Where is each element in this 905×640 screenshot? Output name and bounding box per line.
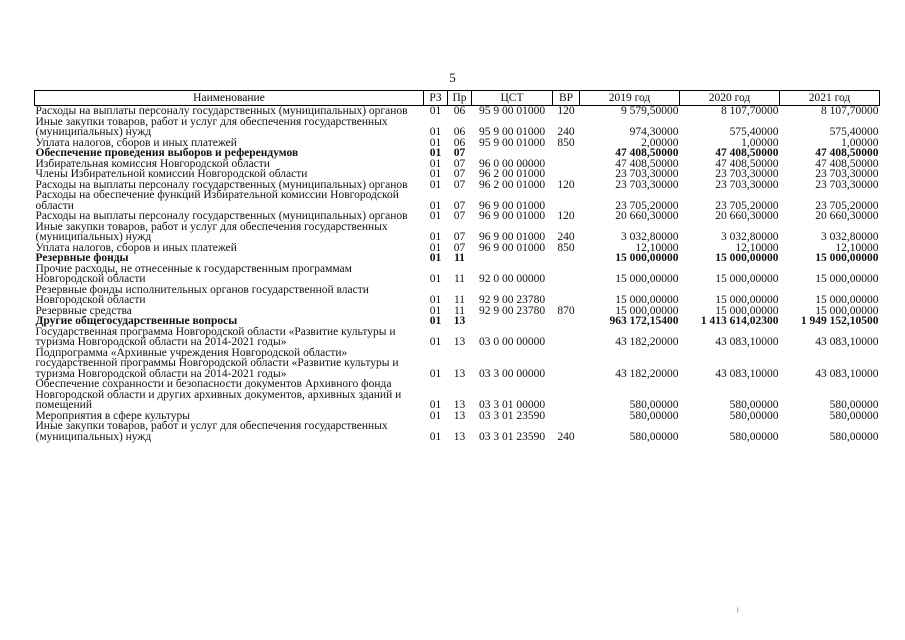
table-row bbox=[35, 169, 880, 180]
cell-2020: 3 032,80000 bbox=[721, 231, 779, 243]
cell-pr: 13 bbox=[453, 336, 466, 348]
cell-2021: 12,10000 bbox=[835, 241, 879, 254]
table-row bbox=[35, 379, 880, 411]
cell-2021: 47 408,50000 bbox=[815, 157, 879, 170]
table-row bbox=[35, 316, 880, 327]
cell-2020: 43 083,10000 bbox=[715, 336, 779, 348]
col-header-2019: 2019 год bbox=[580, 91, 680, 106]
cell-pr: 07 bbox=[453, 168, 466, 180]
cell-2019: 2,00000 bbox=[641, 136, 679, 149]
cell-cst: 03 3 01 23590 bbox=[478, 430, 546, 443]
cell-pr: 11 bbox=[453, 304, 466, 317]
cell-2020: 12,10000 bbox=[735, 241, 779, 254]
cell-pr: 13 bbox=[453, 367, 466, 380]
cell-pr: 13 bbox=[453, 315, 466, 327]
col-header-2020: 2020 год bbox=[680, 91, 780, 106]
cell-2019: 15 000,00000 bbox=[615, 252, 679, 264]
table-row bbox=[35, 421, 880, 442]
cell-2021: 23 703,30000 bbox=[815, 168, 879, 180]
cell-vr bbox=[553, 190, 580, 211]
cell-2020: 1 413 614,02300 bbox=[700, 315, 779, 327]
cell-name: Расходы на выплаты персоналу государственных (муниципальных) органов bbox=[35, 210, 408, 222]
cell-vr bbox=[553, 327, 580, 348]
cell-vr: 850 bbox=[557, 241, 575, 254]
table-row bbox=[35, 106, 880, 117]
cell-2019: 974,30000 bbox=[629, 126, 679, 138]
cell-pr: 07 bbox=[453, 147, 466, 159]
cell-rz: 01 bbox=[429, 147, 442, 159]
cell-2019: 9 579,50000 bbox=[621, 105, 679, 117]
cell-2021: 43 083,10000 bbox=[815, 367, 879, 380]
cell-2019: 580,00000 bbox=[629, 409, 679, 422]
cell-cst: 03 0 00 00000 bbox=[478, 336, 546, 348]
cell-2021: 15 000,00000 bbox=[815, 252, 879, 264]
cell-cst: 96 2 00 01000 bbox=[478, 168, 546, 180]
cell-pr: 07 bbox=[453, 199, 466, 212]
cell-pr: 06 bbox=[453, 136, 466, 149]
cell-name: Другие общегосударственные вопросы bbox=[35, 315, 238, 327]
cell-rz: 01 bbox=[429, 315, 442, 327]
cell-2021: 47 408,50000 bbox=[815, 147, 879, 159]
cell-cst: 95 9 00 01000 bbox=[478, 136, 546, 149]
cell-2021: 23 705,20000 bbox=[815, 199, 879, 212]
cell-cst: 03 3 01 23590 bbox=[478, 409, 546, 422]
cell-name: Уплата налогов, сборов и иных платежей bbox=[35, 241, 237, 254]
cell-cst: 92 9 00 23780 bbox=[478, 304, 546, 317]
cell-2020: 15 000,00000 bbox=[715, 252, 779, 264]
cell-pr: 11 bbox=[453, 294, 466, 306]
col-header-2021: 2021 год bbox=[780, 91, 880, 106]
cell-2020: 15 000,00000 bbox=[715, 304, 779, 317]
cell-2019: 23 703,30000 bbox=[615, 168, 679, 180]
cell-name: Государственная программа Новгородской области «Развитие культуры и туризма Новгородской области на 2014-2021 годы» bbox=[35, 325, 396, 348]
cell-name: Избирательная комиссия Новгородской области bbox=[35, 157, 270, 170]
cell-2020: 575,40000 bbox=[729, 126, 779, 138]
cell-2021: 580,00000 bbox=[829, 430, 879, 443]
cell-pr: 06 bbox=[453, 126, 466, 138]
cell-pr: 11 bbox=[454, 252, 465, 264]
cell-2021: 580,00000 bbox=[829, 409, 879, 422]
cell-vr: 120 bbox=[557, 178, 575, 191]
cell-2021: 3 032,80000 bbox=[821, 231, 879, 243]
cell-name: Резервные фонды исполнительных органов государственной власти Новгородской области bbox=[35, 283, 369, 306]
cell-pr: 07 bbox=[453, 241, 466, 254]
cell-2020: 47 408,50000 bbox=[715, 147, 779, 159]
cell-rz: 01 bbox=[429, 430, 442, 443]
cell-name: Иные закупки товаров, работ и услуг для обеспечения государственных (муниципальных) нужд bbox=[35, 220, 388, 243]
cell-rz: 01 bbox=[429, 178, 442, 191]
cell-2020: 23 705,20000 bbox=[715, 199, 779, 212]
cell-rz: 01 bbox=[429, 294, 442, 306]
cell-cst: 03 3 01 00000 bbox=[478, 399, 546, 411]
cell-vr bbox=[553, 264, 580, 285]
cell-name: Резервные фонды bbox=[35, 252, 129, 264]
cell-name: Резервные средства bbox=[35, 304, 132, 317]
cell-rz: 01 bbox=[429, 168, 442, 180]
cell-rz: 01 bbox=[429, 199, 442, 212]
cell-cst: 95 9 00 01000 bbox=[478, 105, 546, 117]
cell-vr: 240 bbox=[557, 126, 575, 138]
cell-cst: 96 9 00 01000 bbox=[478, 210, 546, 222]
cell-rz: 01 bbox=[429, 399, 442, 411]
cell-name: Уплата налогов, сборов и иных платежей bbox=[35, 136, 237, 149]
cell-cst: 95 9 00 01000 bbox=[478, 126, 546, 138]
cell-name: Расходы на обеспечение функций Избирательной комиссии Новгородской области bbox=[35, 189, 399, 212]
table-row bbox=[35, 211, 880, 222]
cell-2019: 47 408,50000 bbox=[615, 157, 679, 170]
cell-2021: 580,00000 bbox=[829, 399, 879, 411]
cell-2019: 12,10000 bbox=[635, 241, 679, 254]
cell-rz: 01 bbox=[429, 336, 442, 348]
cell-2021: 1,00000 bbox=[841, 136, 879, 149]
cell-rz: 01 bbox=[429, 241, 442, 254]
cell-vr: 850 bbox=[557, 136, 575, 149]
cell-name: Иные закупки товаров, работ и услуг для обеспечения государственных (муниципальных) нужд bbox=[35, 115, 388, 138]
cell-cst: 92 0 00 00000 bbox=[478, 273, 546, 285]
cell-cst bbox=[472, 316, 553, 327]
cell-rz: 01 bbox=[429, 252, 442, 264]
col-header-pr: Пр bbox=[448, 91, 472, 106]
cell-2019: 15 000,00000 bbox=[615, 273, 679, 285]
cell-2021: 20 660,30000 bbox=[815, 210, 879, 222]
cell-vr: 870 bbox=[557, 304, 575, 317]
scan-mark: ⁾ bbox=[736, 605, 739, 619]
cell-rz: 01 bbox=[429, 126, 442, 138]
cell-2021: 8 107,70000 bbox=[821, 105, 879, 117]
table-row bbox=[35, 148, 880, 159]
cell-cst: 92 9 00 23780 bbox=[478, 294, 546, 306]
cell-pr: 06 bbox=[453, 105, 466, 117]
cell-2020: 580,00000 bbox=[729, 399, 779, 411]
cell-vr bbox=[553, 253, 580, 264]
cell-rz: 01 bbox=[429, 409, 442, 422]
cell-cst bbox=[472, 253, 553, 264]
cell-2020: 23 703,30000 bbox=[715, 178, 779, 191]
col-header-cst: ЦСТ bbox=[472, 91, 553, 106]
cell-vr bbox=[553, 379, 580, 411]
cell-vr bbox=[553, 159, 580, 170]
cell-vr: 240 bbox=[557, 231, 575, 243]
cell-pr: 11 bbox=[453, 273, 466, 285]
table-row bbox=[35, 190, 880, 211]
cell-2020: 580,00000 bbox=[729, 409, 779, 422]
cell-rz: 01 bbox=[429, 105, 442, 117]
cell-name: Расходы на выплаты персоналу государственных (муниципальных) органов bbox=[35, 178, 408, 191]
cell-2021: 1 949 152,10500 bbox=[800, 315, 879, 327]
cell-pr: 13 bbox=[453, 430, 466, 443]
cell-2021: 15 000,00000 bbox=[815, 294, 879, 306]
cell-cst: 96 9 00 01000 bbox=[478, 199, 546, 212]
cell-2019: 15 000,00000 bbox=[615, 304, 679, 317]
cell-name: Подпрограмма «Архивные учреждения Новгородской области» государственной программы Новгородской области «Развитие культуры и туризма Новгородской области на 2014-2021 годы» bbox=[35, 346, 399, 380]
table-row bbox=[35, 117, 880, 138]
cell-name: Иные закупки товаров, работ и услуг для обеспечения государственных (муниципальных) нужд bbox=[35, 420, 388, 443]
budget-table bbox=[34, 90, 880, 442]
cell-2021: 575,40000 bbox=[829, 126, 879, 138]
cell-2019: 580,00000 bbox=[629, 430, 679, 443]
cell-rz: 01 bbox=[429, 367, 442, 380]
cell-2021: 15 000,00000 bbox=[815, 273, 879, 285]
cell-pr: 07 bbox=[453, 231, 466, 243]
cell-vr: 120 bbox=[557, 105, 575, 117]
cell-2020: 15 000,00000 bbox=[715, 294, 779, 306]
cell-2019: 23 705,20000 bbox=[615, 199, 679, 212]
cell-name: Обеспечение проведения выборов и референдумов bbox=[35, 147, 299, 159]
cell-rz: 01 bbox=[429, 157, 442, 170]
cell-cst: 96 9 00 01000 bbox=[478, 241, 546, 254]
cell-rz: 01 bbox=[429, 304, 442, 317]
cell-2019: 580,00000 bbox=[629, 399, 679, 411]
table-row bbox=[35, 264, 880, 285]
cell-vr bbox=[553, 148, 580, 159]
cell-2019: 20 660,30000 bbox=[615, 210, 679, 222]
table-header-row bbox=[35, 91, 880, 106]
cell-cst bbox=[472, 148, 553, 159]
cell-vr bbox=[553, 169, 580, 180]
cell-name: Мероприятия в сфере культуры bbox=[35, 409, 191, 422]
table-row bbox=[35, 253, 880, 264]
cell-2019: 43 182,20000 bbox=[615, 367, 679, 380]
cell-2020: 580,00000 bbox=[729, 430, 779, 443]
cell-pr: 13 bbox=[453, 409, 466, 422]
col-header-vr: ВР bbox=[553, 91, 580, 106]
page-number: 5 bbox=[449, 70, 456, 85]
cell-2019: 15 000,00000 bbox=[615, 294, 679, 306]
table-row bbox=[35, 327, 880, 348]
cell-2020: 47 408,50000 bbox=[715, 157, 779, 170]
cell-pr: 07 bbox=[453, 157, 466, 170]
cell-name: Члены Избирательной комиссии Новгородской области bbox=[35, 168, 308, 180]
cell-2021: 23 703,30000 bbox=[815, 178, 879, 191]
cell-2021: 15 000,00000 bbox=[815, 304, 879, 317]
cell-pr: 13 bbox=[453, 399, 466, 411]
cell-vr bbox=[553, 316, 580, 327]
table-row bbox=[35, 285, 880, 306]
cell-pr: 07 bbox=[453, 210, 466, 222]
table-row bbox=[35, 348, 880, 380]
cell-cst: 96 0 00 00000 bbox=[478, 157, 546, 170]
cell-2020: 43 083,10000 bbox=[715, 367, 779, 380]
cell-name: Обеспечение сохранности и безопасности документов Архивного фонда Новгородской области и других архивных документов, архивных зданий и помещений bbox=[35, 378, 402, 411]
cell-rz: 01 bbox=[429, 210, 442, 222]
cell-pr: 07 bbox=[453, 178, 466, 191]
cell-vr bbox=[553, 348, 580, 380]
cell-2020: 1,00000 bbox=[741, 136, 779, 149]
cell-vr: 240 bbox=[557, 430, 575, 443]
cell-2020: 23 703,30000 bbox=[715, 168, 779, 180]
cell-vr bbox=[553, 411, 580, 422]
cell-cst: 96 9 00 01000 bbox=[478, 231, 546, 243]
cell-2019: 47 408,50000 bbox=[615, 147, 679, 159]
cell-2019: 43 182,20000 bbox=[615, 336, 679, 348]
col-header-rz: РЗ bbox=[424, 91, 448, 106]
table-row bbox=[35, 222, 880, 243]
cell-2020: 15 000,00000 bbox=[715, 273, 779, 285]
cell-rz: 01 bbox=[429, 231, 442, 243]
cell-cst: 03 3 00 00000 bbox=[478, 367, 546, 380]
cell-2020: 8 107,70000 bbox=[721, 105, 779, 117]
cell-vr: 120 bbox=[557, 210, 575, 222]
cell-vr bbox=[553, 285, 580, 306]
cell-2021: 43 083,10000 bbox=[815, 336, 879, 348]
cell-name: Расходы на выплаты персоналу государственных (муниципальных) органов bbox=[35, 105, 408, 117]
cell-2020: 20 660,30000 bbox=[715, 210, 779, 222]
cell-cst: 96 2 00 01000 bbox=[478, 178, 546, 191]
cell-2019: 23 703,30000 bbox=[615, 178, 679, 191]
cell-2019: 3 032,80000 bbox=[621, 231, 679, 243]
col-header-name: Наименование bbox=[35, 91, 424, 106]
cell-2019: 963 172,15400 bbox=[609, 315, 679, 327]
cell-rz: 01 bbox=[429, 273, 442, 285]
cell-rz: 01 bbox=[429, 136, 442, 149]
cell-name: Прочие расходы, не отнесенные к государственным программам Новгородской области bbox=[35, 262, 352, 285]
